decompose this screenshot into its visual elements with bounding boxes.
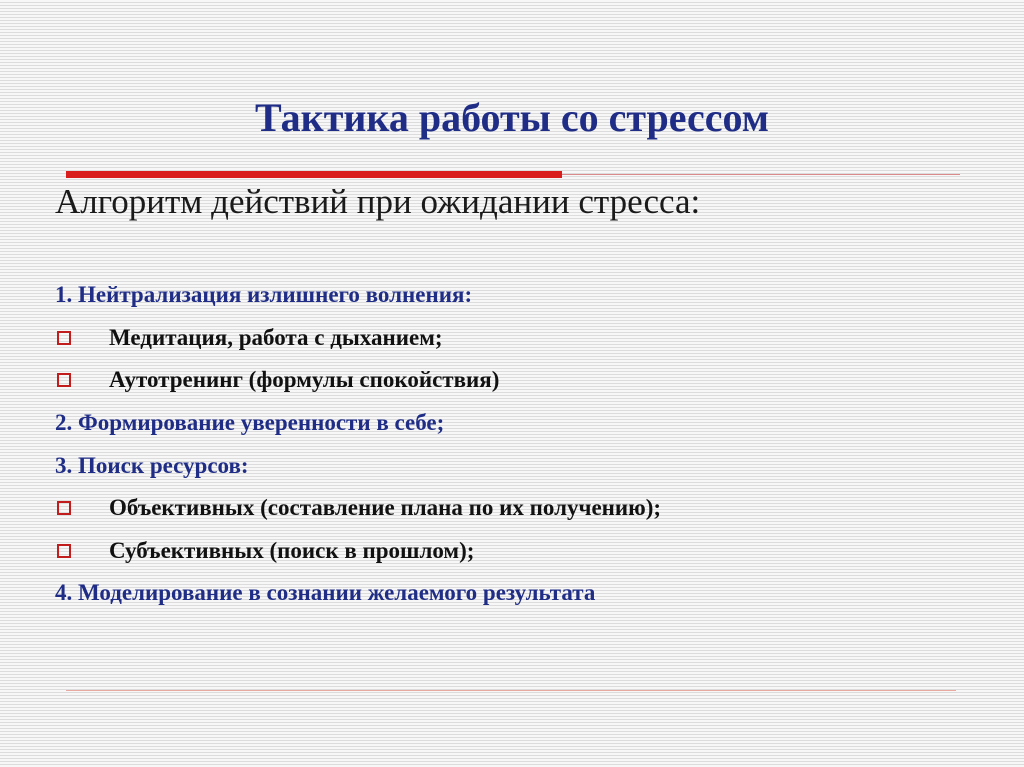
footer-rule	[66, 690, 956, 691]
list-item-text: Аутотренинг (формулы спокойствия)	[109, 367, 500, 393]
list-item	[55, 317, 661, 360]
slide-subtitle: Алгоритм действий при ожидании стресса:	[55, 182, 701, 221]
hollow-square-icon	[57, 373, 71, 387]
list-item-text: 3. Поиск ресурсов:	[55, 452, 249, 478]
list-item-text: Объективных (составление плана по их получению);	[109, 495, 662, 521]
hollow-square-icon	[57, 501, 71, 515]
list-item	[55, 572, 661, 615]
slide-title: Тактика работы со стрессом	[254, 95, 770, 140]
hollow-square-icon	[57, 331, 71, 345]
hollow-square-icon	[57, 544, 71, 558]
list-item-text: 4. Моделирование в сознании желаемого результата	[55, 580, 596, 606]
list-item-text: Медитация, работа с дыханием;	[109, 324, 443, 350]
list-item	[55, 274, 661, 317]
list-item-text: Субъективных (поиск в прошлом);	[109, 537, 475, 563]
list-item	[55, 444, 661, 487]
list-item	[55, 530, 661, 573]
title-thin-rule	[562, 174, 960, 175]
content-list	[55, 274, 661, 615]
list-item	[55, 402, 661, 445]
list-item	[55, 359, 661, 402]
list-item-text: 1. Нейтрализация излишнего волнения:	[55, 282, 473, 308]
list-item	[55, 487, 661, 530]
list-item-text: 2. Формирование уверенности в себе;	[55, 410, 445, 436]
title-accent-rule	[66, 171, 562, 178]
